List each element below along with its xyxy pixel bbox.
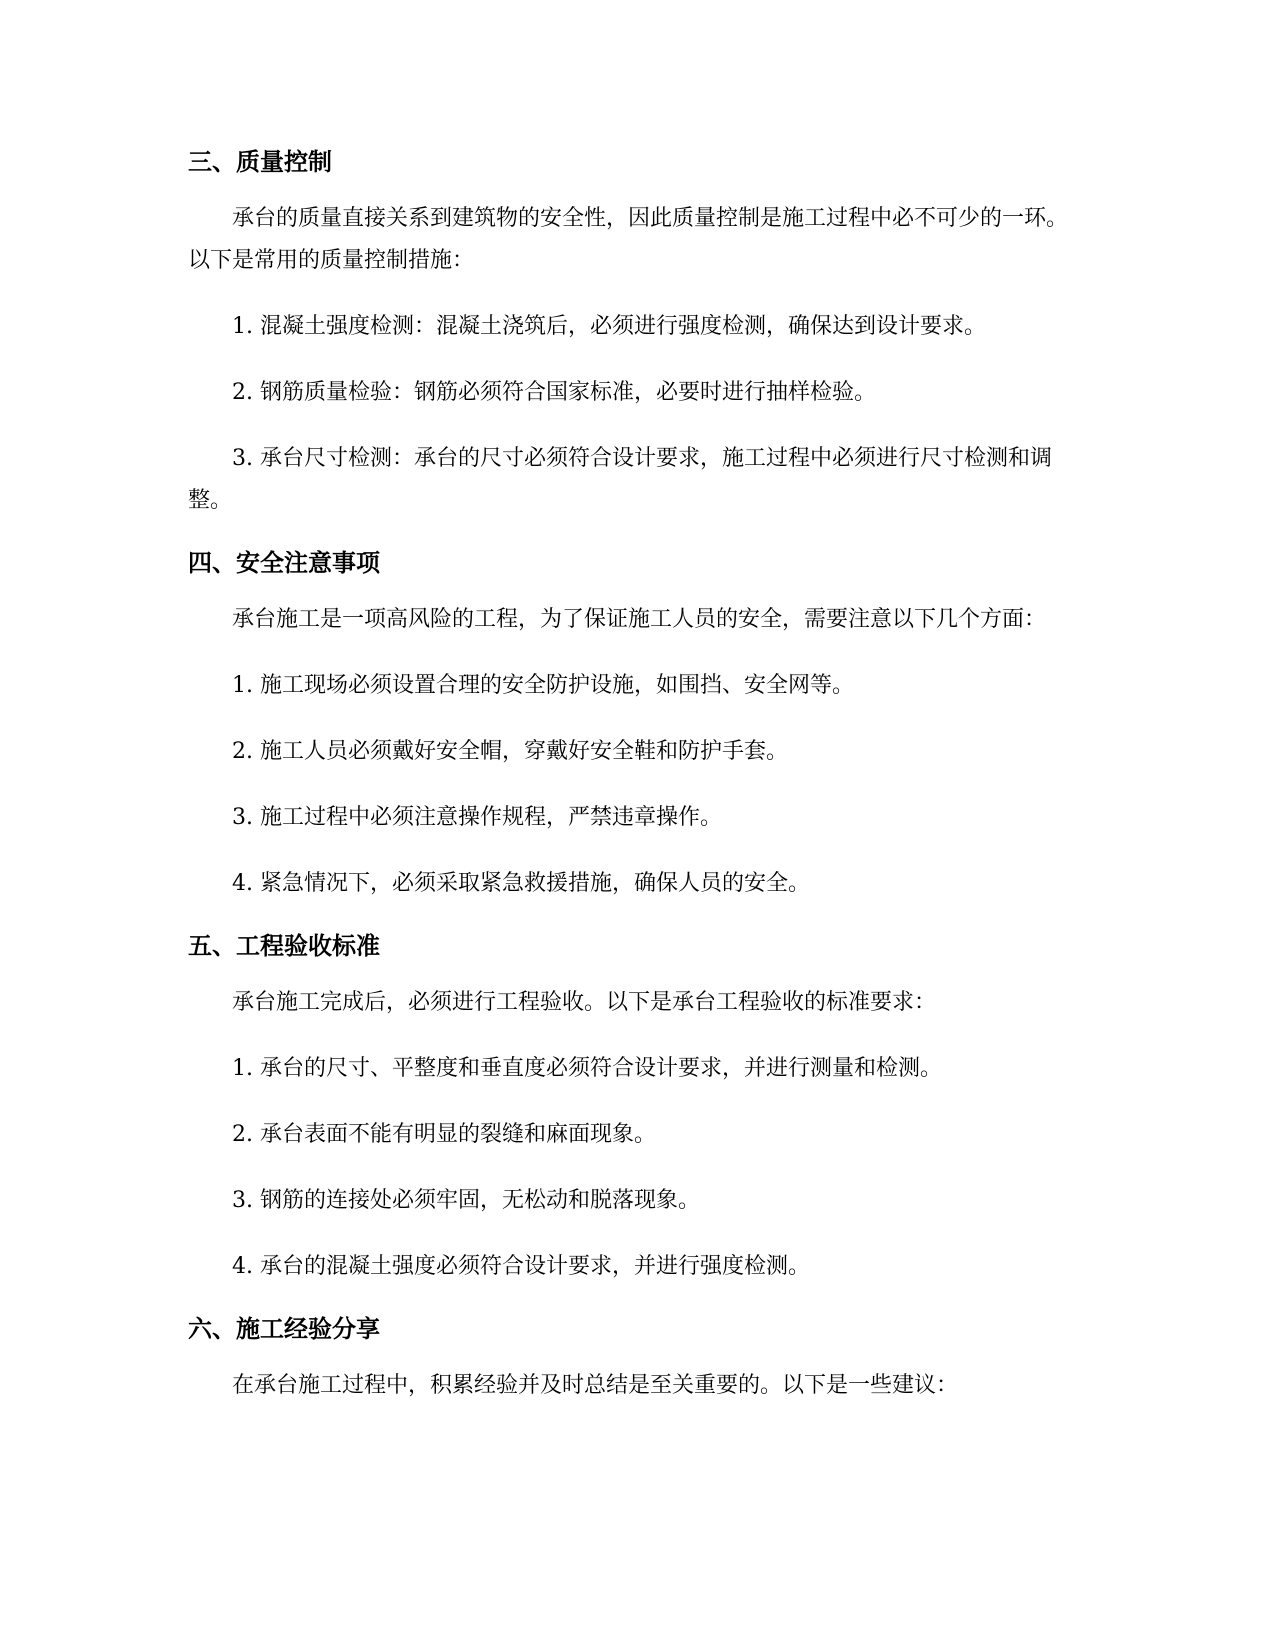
list-item: 1. 承台的尺寸、平整度和垂直度必须符合设计要求，并进行测量和检测。	[232, 1056, 942, 1081]
section-acceptance	[188, 929, 1088, 1288]
section-intro: 承台施工是一项高风险的工程，为了保证施工人员的安全，需要注意以下几个方面：	[232, 607, 1047, 632]
section-heading: 三、质量控制	[188, 148, 332, 176]
section-experience	[188, 1312, 1088, 1407]
section-intro: 在承台施工过程中，积累经验并及时总结是至关重要的。以下是一些建议：	[232, 1373, 959, 1398]
section-intro: 承台施工完成后，必须进行工程验收。以下是承台工程验收的标准要求：	[232, 990, 937, 1015]
list-item: 3. 施工过程中必须注意操作规程，严禁违章操作。	[232, 805, 722, 830]
list-item: 3. 承台尺寸检测：承台的尺寸必须符合设计要求，施工过程中必须进行尺寸检测和调整。	[188, 446, 1052, 513]
list-item: 1. 混凝土强度检测：混凝土浇筑后，必须进行强度检测，确保达到设计要求。	[232, 314, 986, 339]
list-item: 4. 紧急情况下，必须采取紧急救援措施，确保人员的安全。	[232, 871, 810, 896]
section-heading: 六、施工经验分享	[188, 1315, 380, 1343]
section-quality-control	[188, 145, 1088, 522]
list-item: 1. 施工现场必须设置合理的安全防护设施，如围挡、安全网等。	[232, 673, 854, 698]
section-intro: 承台的质量直接关系到建筑物的安全性，因此质量控制是施工过程中必不可少的一环。以下是常用的质量控制措施：	[188, 206, 1069, 273]
document-body	[188, 145, 1088, 1431]
list-item: 2. 钢筋质量检验：钢筋必须符合国家标准，必要时进行抽样检验。	[232, 380, 876, 405]
list-item: 3. 钢筋的连接处必须牢固，无松动和脱落现象。	[232, 1188, 700, 1213]
section-heading: 五、工程验收标准	[188, 932, 380, 960]
section-heading: 四、安全注意事项	[188, 549, 380, 577]
list-item: 2. 承台表面不能有明显的裂缝和麻面现象。	[232, 1122, 656, 1147]
section-safety	[188, 546, 1088, 905]
list-item: 2. 施工人员必须戴好安全帽，穿戴好安全鞋和防护手套。	[232, 739, 788, 764]
list-item: 4. 承台的混凝土强度必须符合设计要求，并进行强度检测。	[232, 1254, 810, 1279]
